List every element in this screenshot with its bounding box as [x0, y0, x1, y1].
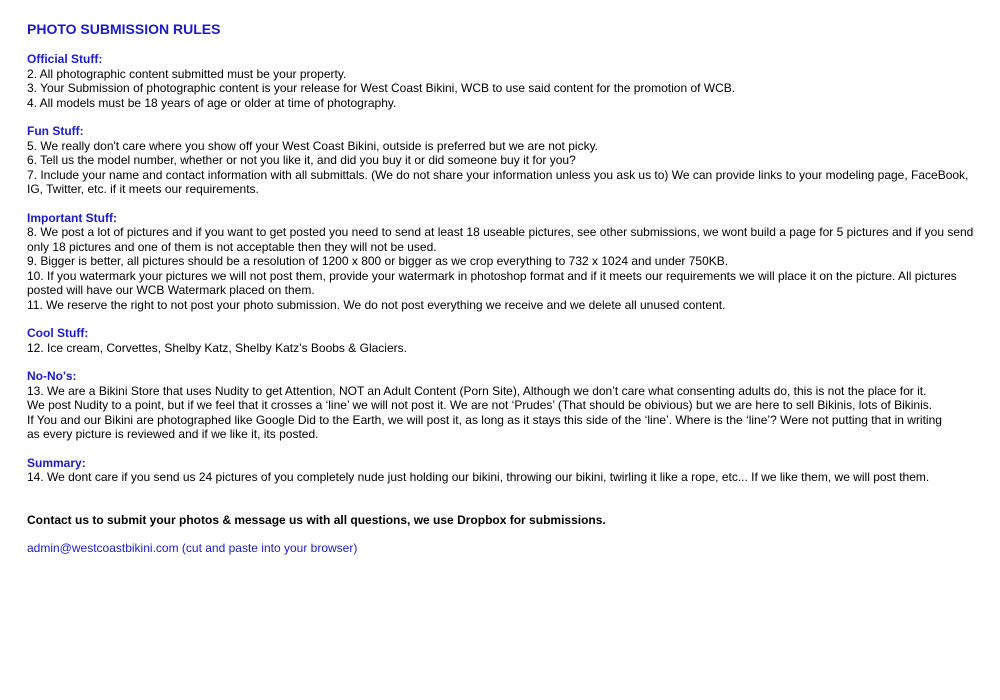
rule-text: 2. All photographic content submitted must be your property. — [27, 66, 347, 81]
rules-section — [27, 326, 982, 355]
rules-section — [27, 124, 982, 197]
section-heading: No-No's: — [27, 369, 77, 383]
rule-text: 6. Tell us the model number, whether or not you like it, and did you buy it or did someone buy it for you? — [27, 153, 576, 167]
rule-text: 9. Bigger is better, all pictures should be a resolution of 1200 x 800 or bigger as we crop everything to 732 x 1024 and under 750KB. — [27, 254, 729, 268]
contact-instructions: Contact us to submit your photos & message us with all questions, we use Dropbox for submissions. — [27, 512, 606, 527]
rule-text: If You and our Bikini are photographed like Google Did to the Earth, we will post it, as long as it stays this side of the ‘line’. Where is the ‘line’? Were not putting that in writing — [27, 412, 942, 427]
rules-section — [27, 456, 982, 485]
rule-text: 12. Ice cream, Corvettes, Shelby Katz, Shelby Katz’s Boobs & Glaciers. — [27, 340, 407, 355]
rules-section — [27, 369, 982, 442]
rule-text: as every picture is reviewed and if we like it, its posted. — [27, 427, 319, 441]
section-heading: Fun Stuff: — [27, 124, 84, 138]
section-heading: Summary: — [27, 455, 86, 470]
section-heading: Cool Stuff: — [27, 326, 89, 340]
rule-text: 14. We dont care if you send us 24 pictures of you completely nude just holding our bikini, throwing our bikini, twirling it like a rope, etc... If we like them, we will post them. — [27, 470, 930, 484]
email-link[interactable]: admin@westcoastbikini.com (cut and paste into your browser) — [27, 541, 358, 555]
submission-rules-page — [27, 21, 982, 556]
rule-text: 13. We are a Bikini Store that uses Nudity to get Attention, NOT an Adult Content (Porn Site), Although we don’t care what consenting adults do, this is not the place for it. — [27, 383, 927, 398]
rules-section — [27, 52, 982, 110]
rule-text: posted will have our WCB Watermark placed on them. — [27, 283, 315, 297]
section-heading: Official Stuff: — [27, 52, 103, 66]
section-heading: Important Stuff: — [27, 210, 117, 225]
rule-text: 8. We post a lot of pictures and if you want to get posted you need to send at least 18 useable pictures, see other submissions, we wont build a page for 5 pictures and if you send — [27, 225, 974, 239]
rule-text: 4. All models must be 18 years of age or older at time of photography. — [27, 95, 397, 110]
rule-text: 5. We really don't care where you show off your West Coast Bikini, outside is preferred but we are not picky. — [27, 138, 599, 153]
spacer — [27, 499, 982, 513]
rules-section — [27, 211, 982, 313]
rule-text: 10. If you watermark your pictures we will not post them, provide your watermark in photoshop format and if it meets our requirements we will place it on the picture. All pictures — [27, 268, 957, 283]
rule-text: We post Nudity to a point, but if we feel that it crosses a ‘line’ we will not post it. We are not ‘Prudes’ (That should be obivious) but we are here to sell Bikinis, lots of Bikinis. — [27, 398, 933, 412]
page-title: PHOTO SUBMISSION RULES — [27, 21, 221, 37]
rule-text: 7. Include your name and contact information with all submittals. (We do not share your information unless you ask us to) We can provide links to your modeling page, FaceBook, — [27, 167, 969, 182]
rule-text: 11. We reserve the right to not post your photo submission. We do not post everything we receive and we delete all unused content. — [27, 297, 726, 312]
rule-text: only 18 pictures and one of them is not acceptable then they will not be used. — [27, 239, 437, 254]
rule-text: 3. Your Submission of photographic content is your release for West Coast Bikini, WCB to use said content for the promotion of WCB. — [27, 81, 736, 95]
rule-text: IG, Twitter, etc. if it meets our requirements. — [27, 182, 259, 196]
rules-sections — [27, 52, 982, 485]
